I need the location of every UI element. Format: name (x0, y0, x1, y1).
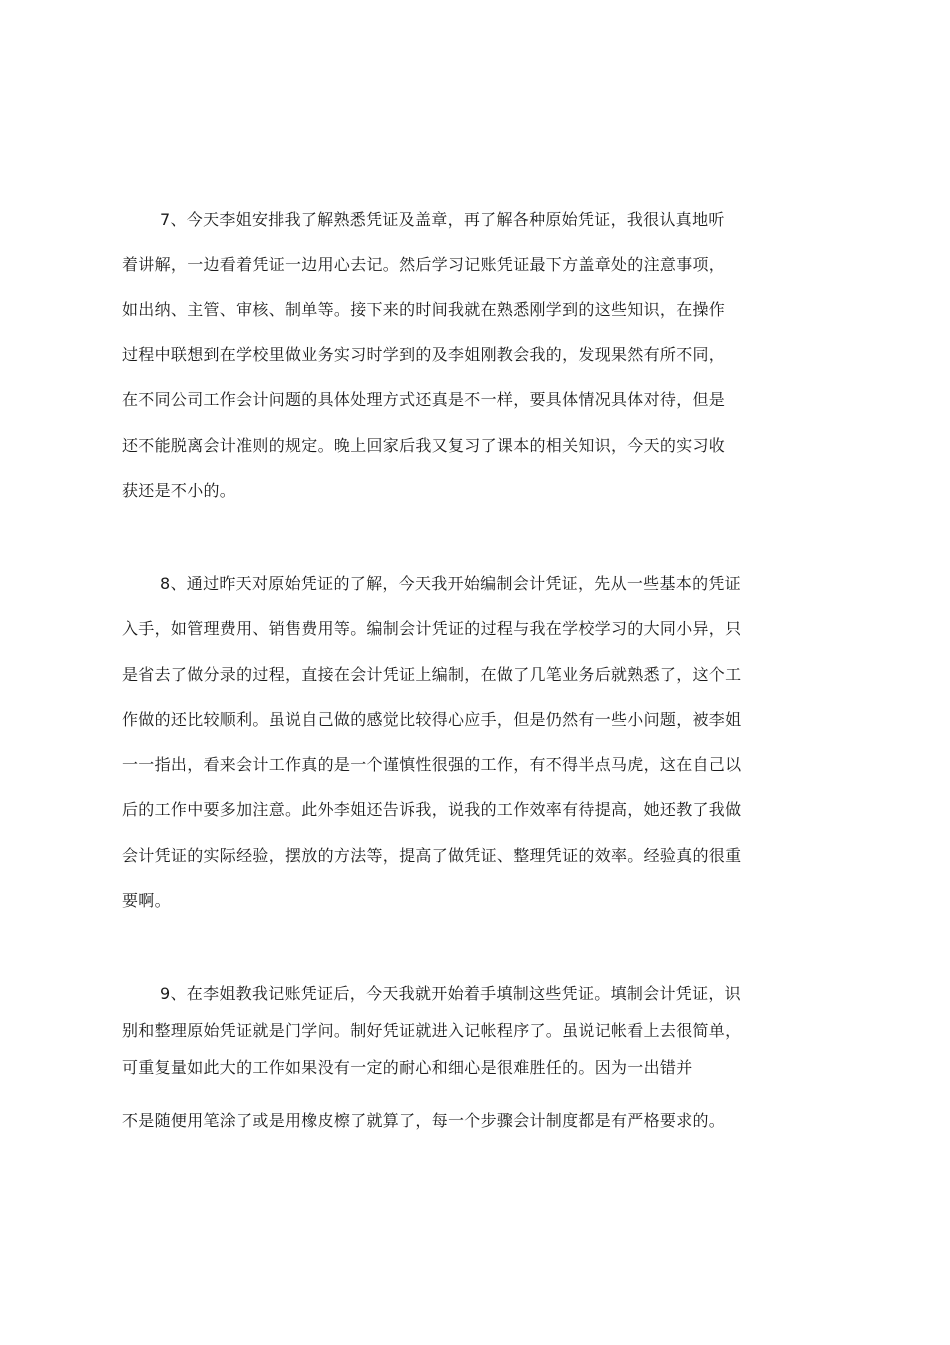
paragraph-line: 别和整理原始凭证就是门学问。制好凭证就进入记帐程序了。虽说记帐看上去很简单， (122, 1021, 742, 1040)
paragraph-line: 可重复量如此大的工作如果没有一定的耐心和细心是很难胜任的。因为一出错并 (122, 1058, 693, 1077)
paragraph-line: 过程中联想到在学校里做业务实习时学到的及李姐刚教会我的，发现果然有所不同， (122, 345, 726, 364)
paragraph-line: 会计凭证的实际经验，摆放的方法等，提高了做凭证、整理凭证的效率。经验真的很重 (122, 846, 742, 865)
paragraph-line: 7、今天李姐安排我了解熟悉凭证及盖章，再了解各种原始凭证，我很认真地听 (160, 210, 725, 229)
paragraph-line: 获还是不小的。 (122, 481, 237, 500)
paragraph-line: 作做的还比较顺利。虽说自己做的感觉比较得心应手，但是仍然有一些小问题，被李姐 (122, 710, 742, 729)
paragraph-line: 是省去了做分录的过程，直接在会计凭证上编制，在做了几笔业务后就熟悉了，这个工 (122, 665, 742, 684)
paragraph-line: 着讲解，一边看着凭证一边用心去记。然后学习记账凭证最下方盖章处的注意事项， (122, 255, 726, 274)
paragraph-line: 后的工作中要多加注意。此外李姐还告诉我，说我的工作效率有待提高，她还教了我做 (122, 800, 742, 819)
paragraph-line: 还不能脱离会计准则的规定。晚上回家后我又复习了课本的相关知识，今天的实习收 (122, 436, 726, 455)
paragraph-line: 如出纳、主管、审核、制单等。接下来的时间我就在熟悉刚学到的这些知识，在操作 (122, 300, 726, 319)
paragraph-line: 入手，如管理费用、销售费用等。编制会计凭证的过程与我在学校学习的大同小异，只 (122, 619, 742, 638)
paragraph-line: 不是随便用笔涂了或是用橡皮檫了就算了，每一个步骤会计制度都是有严格要求的。 (122, 1111, 726, 1130)
paragraph-line: 在不同公司工作会计问题的具体处理方式还真是不一样，要具体情况具体对待，但是 (122, 390, 726, 409)
paragraph-line: 一一指出，看来会计工作真的是一个谨慎性很强的工作，有不得半点马虎，这在自己以 (122, 755, 742, 774)
paragraph-line: 8、通过昨天对原始凭证的了解，今天我开始编制会计凭证，先从一些基本的凭证 (160, 574, 741, 593)
paragraph-line: 要啊。 (122, 891, 171, 910)
paragraph-line: 9、在李姐教我记账凭证后，今天我就开始着手填制这些凭证。填制会计凭证，识 (160, 984, 741, 1003)
